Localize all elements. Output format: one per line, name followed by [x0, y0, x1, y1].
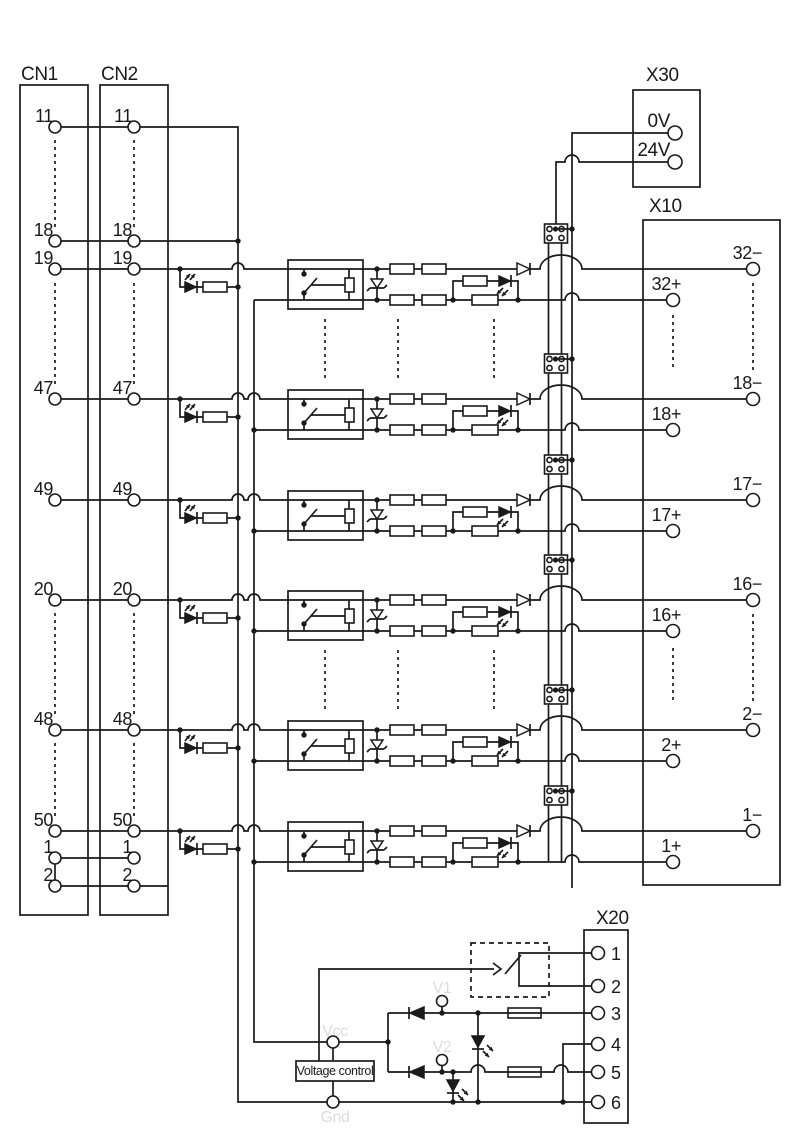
x30-label: X30 — [646, 65, 679, 86]
jumper-pin — [547, 235, 552, 240]
junction-dot — [177, 266, 182, 271]
x10-terminal-circle — [747, 825, 760, 838]
junction-dot — [235, 745, 240, 750]
junction-dot — [374, 628, 379, 633]
output-diode-icon — [517, 724, 530, 736]
x10-box — [643, 220, 780, 885]
junction-dot — [235, 414, 240, 419]
input-resistor — [203, 743, 227, 753]
series-resistor — [390, 725, 414, 735]
jumper-pin — [547, 566, 552, 571]
junction-dot — [301, 732, 306, 737]
cn1-pin-label: 20 — [33, 579, 53, 599]
wire-channel-lower — [254, 423, 666, 430]
zener-diode-icon — [371, 740, 383, 749]
shunt-resistor — [472, 626, 498, 636]
jumper-pin — [547, 696, 552, 701]
junction-dot — [374, 497, 379, 502]
series-resistor — [422, 526, 446, 536]
junction-dot — [439, 1069, 444, 1074]
x10-terminal-circle — [747, 263, 760, 276]
junction-dot — [439, 1010, 444, 1015]
cn1-pin-label: 47 — [33, 378, 53, 398]
cn1-pin-label: 50 — [33, 810, 53, 830]
x10-terminal-circle — [747, 724, 760, 737]
jumper-pin-selected — [553, 457, 558, 462]
series-resistor — [422, 264, 446, 274]
junction-dot — [301, 602, 306, 607]
v2-test-point — [437, 1055, 448, 1066]
junction-dot — [374, 427, 379, 432]
led-resistor — [463, 507, 487, 517]
x10-terminal-label: 32− — [732, 243, 762, 263]
junction-dot — [569, 226, 574, 231]
input-resistor — [203, 513, 227, 523]
x10-terminal-circle — [667, 856, 680, 869]
jumper-pin — [559, 696, 564, 701]
v1-test-point — [437, 996, 448, 1007]
junction-dot — [374, 597, 379, 602]
junction-dot — [374, 828, 379, 833]
junction-dot — [450, 528, 455, 533]
supply-diode-icon — [410, 1066, 424, 1078]
cn2-pin-label: 2 — [122, 865, 132, 885]
junction-dot — [450, 1099, 455, 1104]
jumper-pin — [547, 356, 552, 361]
junction-dot — [450, 758, 455, 763]
input-resistor — [203, 613, 227, 623]
junction-dot — [301, 833, 306, 838]
output-led-icon — [499, 838, 510, 848]
x10-label: X10 — [649, 196, 682, 217]
series-resistor — [390, 295, 414, 305]
junction-dot — [515, 628, 520, 633]
relay-coil — [345, 609, 354, 623]
junction-dot — [251, 528, 256, 533]
cn2-label: CN2 — [101, 64, 138, 85]
series-resistor — [422, 857, 446, 867]
x20-terminal-circle — [592, 980, 605, 993]
jumper-pin — [547, 788, 552, 793]
series-resistor — [390, 756, 414, 766]
junction-dot — [251, 859, 256, 864]
junction-dot — [374, 859, 379, 864]
cn1-pin-label: 11 — [35, 106, 53, 126]
wire-x20-t4-gnd — [563, 1044, 592, 1102]
x20-terminal-circle — [592, 947, 605, 960]
series-resistor — [422, 425, 446, 435]
led-resistor — [463, 276, 487, 286]
output-diode-icon — [517, 494, 530, 506]
series-resistor — [422, 295, 446, 305]
junction-dot — [251, 628, 256, 633]
x10-terminal-circle — [667, 294, 680, 307]
led-resistor — [463, 838, 487, 848]
x10-terminal-label: 18+ — [651, 404, 681, 424]
shunt-resistor — [472, 526, 498, 536]
x20-relay-dashed-box — [471, 943, 549, 997]
supply-diode-icon — [410, 1007, 424, 1019]
shunt-resistor — [472, 425, 498, 435]
v2-faint-label: V2 — [432, 1039, 452, 1056]
junction-dot — [374, 266, 379, 271]
junction-dot — [235, 238, 240, 243]
series-resistor — [422, 826, 446, 836]
x10-terminal-label: 18− — [732, 373, 762, 393]
wire-channel-lower — [254, 293, 666, 300]
x30-0v-label: 0V — [647, 111, 670, 132]
junction-dot — [385, 1039, 390, 1044]
zener-diode-icon — [371, 279, 383, 288]
junction-dot — [177, 828, 182, 833]
junction-dot — [475, 1099, 480, 1104]
cn1-pin-label: 49 — [33, 479, 53, 499]
cn2-pin-label: 47 — [112, 378, 132, 398]
junction-dot — [374, 528, 379, 533]
input-resistor — [203, 282, 227, 292]
relay-coil — [345, 408, 354, 422]
jumper-pin — [559, 466, 564, 471]
series-resistor — [390, 495, 414, 505]
x20-terminal-circle — [592, 1066, 605, 1079]
jumper-pin — [559, 365, 564, 370]
junction-dot — [251, 427, 256, 432]
input-resistor — [203, 412, 227, 422]
input-led-icon — [185, 613, 196, 623]
junction-dot — [569, 356, 574, 361]
output-led-icon — [499, 507, 510, 517]
relay-coil — [345, 840, 354, 854]
output-led-icon — [499, 607, 510, 617]
series-resistor — [390, 394, 414, 404]
junction-dot — [235, 515, 240, 520]
x20-box — [584, 930, 628, 1123]
x30-24v-label: 24V — [637, 140, 670, 161]
zener-diode-icon — [371, 409, 383, 418]
series-resistor — [422, 626, 446, 636]
x10-terminal-circle — [747, 594, 760, 607]
junction-dot — [374, 727, 379, 732]
jumper-pin — [547, 687, 552, 692]
junction-dot — [177, 727, 182, 732]
series-resistor — [390, 526, 414, 536]
wire-channel-lower — [254, 624, 666, 631]
junction-dot — [450, 1069, 455, 1074]
relay-coil — [345, 278, 354, 292]
series-resistor — [422, 495, 446, 505]
shunt-resistor — [472, 756, 498, 766]
junction-dot — [374, 297, 379, 302]
wire-channel-lower — [254, 855, 666, 862]
junction-dot — [450, 427, 455, 432]
junction-dot — [301, 271, 306, 276]
gnd-terminal — [327, 1096, 339, 1108]
shunt-resistor — [472, 295, 498, 305]
cn1-pin-label: 2 — [43, 865, 53, 885]
zener-diode-icon — [371, 841, 383, 850]
junction-dot — [450, 297, 455, 302]
wire-contact-drive — [319, 969, 494, 1061]
x20-led-icon — [472, 1036, 484, 1047]
zener-diode-icon — [371, 510, 383, 519]
contact-drive-arrow — [493, 963, 501, 975]
series-resistor — [422, 394, 446, 404]
cn1-pin-label: 18 — [33, 220, 53, 240]
cn2-pin-label: 11 — [114, 106, 132, 126]
cn2-pin-label: 48 — [112, 709, 132, 729]
x20-led-icon — [447, 1080, 459, 1091]
cn2-pin-label: 50 — [112, 810, 132, 830]
series-resistor — [390, 857, 414, 867]
jumper-pin — [547, 365, 552, 370]
x10-terminal-circle — [747, 393, 760, 406]
junction-dot — [374, 758, 379, 763]
led-resistor — [463, 607, 487, 617]
jumper-pin — [547, 557, 552, 562]
junction-dot — [301, 401, 306, 406]
cn2-pin-label: 18 — [112, 220, 132, 240]
x10-terminal-circle — [667, 525, 680, 538]
x20-label: X20 — [596, 908, 629, 929]
shunt-resistor — [472, 857, 498, 867]
cn2-pin-label: 1 — [122, 837, 132, 857]
output-diode-icon — [517, 263, 530, 275]
cn1-pin-label: 48 — [33, 709, 53, 729]
junction-dot — [235, 615, 240, 620]
jumper-pin — [559, 235, 564, 240]
x10-terminal-label: 2− — [742, 704, 762, 724]
junction-dot — [251, 758, 256, 763]
x20-terminal-circle — [592, 1007, 605, 1020]
input-led-icon — [185, 282, 196, 292]
x10-terminal-label: 17+ — [651, 505, 681, 525]
input-resistor — [203, 844, 227, 854]
output-led-icon — [499, 406, 510, 416]
cn1-pin-label: 1 — [43, 837, 53, 857]
relay-coil — [345, 509, 354, 523]
junction-dot — [177, 597, 182, 602]
jumper-pin — [547, 797, 552, 802]
vcc-faint-label: Vcc — [322, 1023, 348, 1040]
input-led-icon — [185, 412, 196, 422]
x30-terminal-circle — [668, 126, 682, 140]
x20-terminal-label: 2 — [611, 977, 621, 997]
junction-dot — [515, 758, 520, 763]
x20-terminal-label: 3 — [611, 1004, 621, 1024]
series-resistor — [422, 595, 446, 605]
jumper-pin — [559, 797, 564, 802]
cn2-pin-label: 19 — [112, 248, 132, 268]
x10-terminal-circle — [747, 494, 760, 507]
x20-terminal-label: 6 — [611, 1093, 621, 1113]
x10-terminal-circle — [667, 755, 680, 768]
junction-dot — [560, 1099, 565, 1104]
series-resistor — [422, 756, 446, 766]
output-diode-icon — [517, 594, 530, 606]
led-resistor — [463, 737, 487, 747]
relay-coil — [345, 739, 354, 753]
junction-dot — [475, 1010, 480, 1015]
junction-dot — [235, 846, 240, 851]
series-resistor — [390, 626, 414, 636]
junction-dot — [515, 528, 520, 533]
x10-terminal-label: 16− — [732, 574, 762, 594]
junction-dot — [177, 497, 182, 502]
x30-terminal-circle — [668, 155, 682, 169]
junction-dot — [569, 687, 574, 692]
output-diode-icon — [517, 825, 530, 837]
x20-terminal-circle — [592, 1038, 605, 1051]
output-diode-icon — [517, 393, 530, 405]
x10-terminal-label: 1− — [742, 805, 762, 825]
jumper-pin-selected — [553, 687, 558, 692]
junction-dot — [515, 297, 520, 302]
jumper-pin — [547, 466, 552, 471]
jumper-pin-selected — [553, 356, 558, 361]
junction-dot — [569, 557, 574, 562]
junction-dot — [569, 788, 574, 793]
cn1-label: CN1 — [21, 64, 58, 85]
x10-terminal-label: 16+ — [651, 605, 681, 625]
jumper-pin-selected — [553, 788, 558, 793]
junction-dot — [177, 396, 182, 401]
cn2-pin-label: 49 — [112, 479, 132, 499]
x10-terminal-circle — [667, 625, 680, 638]
x20-terminal-label: 1 — [611, 944, 621, 964]
x10-terminal-label: 1+ — [661, 836, 681, 856]
x30-box — [633, 90, 700, 187]
series-resistor — [422, 725, 446, 735]
x20-terminal-circle — [592, 1096, 605, 1109]
junction-dot — [515, 427, 520, 432]
junction-dot — [301, 502, 306, 507]
junction-dot — [515, 859, 520, 864]
series-resistor — [390, 595, 414, 605]
junction-dot — [374, 396, 379, 401]
cn1-pin-label: 19 — [33, 248, 53, 268]
wire-x20-t1-t2 — [519, 953, 592, 986]
jumper-pin — [547, 226, 552, 231]
jumper-pin-selected — [553, 226, 558, 231]
cn2-pin-label: 20 — [112, 579, 132, 599]
series-resistor — [390, 425, 414, 435]
input-led-icon — [185, 743, 196, 753]
x20-terminal-label: 4 — [611, 1035, 621, 1055]
jumper-pin-selected — [553, 557, 558, 562]
led-resistor — [463, 406, 487, 416]
junction-dot — [569, 457, 574, 462]
voltage-control-label: Voltage control — [296, 1064, 374, 1078]
jumper-pin — [559, 566, 564, 571]
series-resistor — [390, 264, 414, 274]
jumper-pin — [547, 457, 552, 462]
x10-terminal-label: 32+ — [651, 274, 681, 294]
x10-terminal-circle — [667, 424, 680, 437]
v1-faint-label: V1 — [432, 980, 452, 997]
output-led-icon — [499, 737, 510, 747]
bus-coil-return — [254, 300, 388, 1042]
input-led-icon — [185, 844, 196, 854]
x10-terminal-label: 2+ — [661, 735, 681, 755]
junction-dot — [450, 859, 455, 864]
junction-dot — [450, 628, 455, 633]
series-resistor — [390, 826, 414, 836]
x20-terminal-label: 5 — [611, 1063, 621, 1083]
wire-channel-lower — [254, 754, 666, 761]
wire-channel-lower — [254, 524, 666, 531]
junction-dot — [235, 284, 240, 289]
gnd-faint-label: Gnd — [320, 1109, 350, 1126]
zener-diode-icon — [371, 610, 383, 619]
output-led-icon — [499, 276, 510, 286]
input-led-icon — [185, 513, 196, 523]
x10-terminal-label: 17− — [732, 474, 762, 494]
